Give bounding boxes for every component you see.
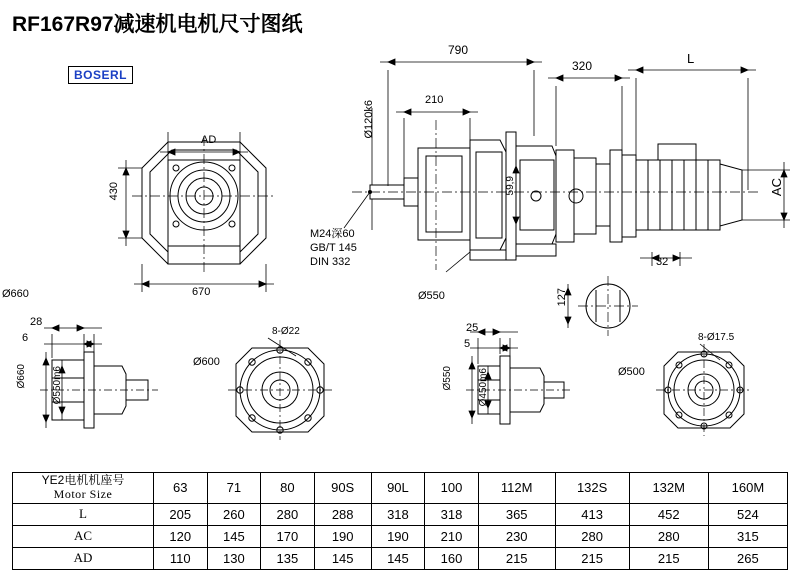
label-dia-660-top: Ø660 (2, 288, 29, 300)
cell-ad-5: 160 (425, 547, 479, 569)
label-AC-right: AC (769, 178, 784, 197)
table-header-size-4: 90L (371, 473, 425, 504)
cell-ad-0: 110 (154, 547, 208, 569)
table-row-l (13, 503, 788, 525)
label-430: 430 (108, 182, 120, 201)
label-5: 5 (464, 338, 471, 350)
label-L-top: L (687, 51, 695, 66)
cell-ad-1: 130 (207, 547, 261, 569)
label-dia-660-vert: Ø660 (16, 364, 27, 389)
table-row-ac (13, 525, 788, 547)
label-holes-8x17-5: 8-Ø17.5 (698, 332, 735, 343)
table-header-size-3: 90S (314, 473, 371, 504)
cell-ad-3: 145 (314, 547, 371, 569)
cell-ac-6: 230 (478, 525, 555, 547)
cell-ad-8: 215 (629, 547, 708, 569)
cell-ad-9: 265 (708, 547, 787, 569)
cell-ac-5: 210 (425, 525, 479, 547)
header-line1: YE2电机机座号 (41, 473, 125, 487)
header-line2: Motor Size (53, 486, 113, 501)
label-dia-450m6-vert: Ø450m6 (478, 368, 489, 407)
cell-ac-8: 280 (629, 525, 708, 547)
cell-ad-7: 215 (555, 547, 629, 569)
table-header-size-5: 100 (425, 473, 479, 504)
label-210: 210 (425, 94, 444, 106)
table-header-size-2: 80 (261, 473, 315, 504)
label-din332: DIN 332 (310, 256, 351, 268)
label-dia-550-mid: Ø550 (418, 290, 445, 302)
label-790: 790 (448, 43, 469, 57)
side-assembly (370, 132, 742, 260)
cell-ad-6: 215 (478, 547, 555, 569)
label-6: 6 (22, 332, 29, 344)
label-320: 320 (572, 59, 593, 73)
cell-l-2: 280 (261, 503, 315, 525)
table-header-size-6: 112M (478, 473, 555, 504)
cell-l-7: 413 (555, 503, 629, 525)
label-25: 25 (466, 322, 479, 334)
cell-ad-4: 145 (371, 547, 425, 569)
cell-ac-1: 145 (207, 525, 261, 547)
cell-l-0: 205 (154, 503, 208, 525)
cell-l-1: 260 (207, 503, 261, 525)
cell-ac-9: 315 (708, 525, 787, 547)
label-dia-600: Ø600 (193, 356, 220, 368)
table-header-size-8: 132M (629, 473, 708, 504)
label-holes-8x22: 8-Ø22 (272, 326, 300, 337)
table-header-size-7: 132S (555, 473, 629, 504)
label-32: 32 (656, 256, 669, 268)
cell-l-3: 288 (314, 503, 371, 525)
cell-l-4: 318 (371, 503, 425, 525)
label-dia-550-vert: Ø550 (442, 366, 453, 391)
cell-ac-7: 280 (555, 525, 629, 547)
cell-l-8: 452 (629, 503, 708, 525)
table-row-ad (13, 547, 788, 569)
brand-logo: BOSERL (68, 66, 133, 84)
page-title: RF167R97减速机电机尺寸图纸 (12, 13, 303, 36)
cell-ac-2: 170 (261, 525, 315, 547)
cell-ac-4: 190 (371, 525, 425, 547)
table-header-size-1: 71 (207, 473, 261, 504)
cell-ac-0: 120 (154, 525, 208, 547)
label-ad-top: AD (201, 134, 217, 146)
cell-l-6: 365 (478, 503, 555, 525)
label-59-9: 59,9 (505, 176, 516, 196)
table-header-size-9: 160M (708, 473, 787, 504)
label-m24: M24深60 (310, 228, 355, 240)
label-127: 127 (556, 288, 568, 307)
row-label-l: L (13, 503, 154, 525)
label-dia-500: Ø500 (618, 366, 645, 378)
label-dia-550m6-vert: Ø550m6 (52, 366, 63, 405)
dimensions-table (12, 472, 788, 570)
dimensions-table-wrap (12, 472, 788, 570)
label-670: 670 (192, 286, 211, 298)
row-label-ad: AD (13, 547, 154, 569)
cell-ad-2: 135 (261, 547, 315, 569)
table-header-size-0: 63 (154, 473, 208, 504)
table-row-header (13, 473, 788, 504)
cell-ac-3: 190 (314, 525, 371, 547)
label-28: 28 (30, 316, 43, 328)
label-gbt145: GB/T 145 (310, 242, 357, 254)
table-header-label-cell (13, 473, 154, 504)
cell-l-9: 524 (708, 503, 787, 525)
label-dia-120k6: Ø120k6 (363, 100, 375, 139)
row-label-ac: AC (13, 525, 154, 547)
cell-l-5: 318 (425, 503, 479, 525)
